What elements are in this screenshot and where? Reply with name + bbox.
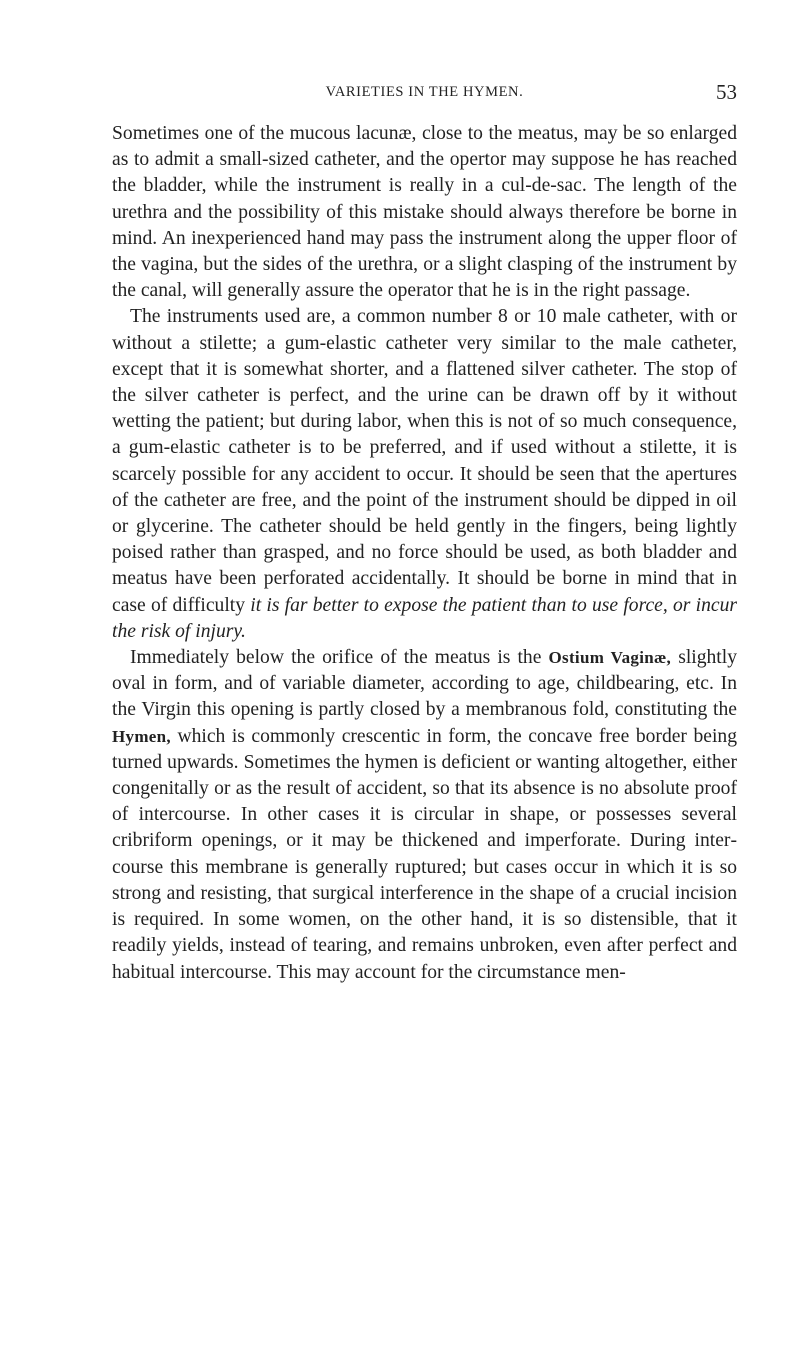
- book-page: [112, 80, 737, 986]
- page-number: 53: [716, 80, 737, 104]
- term-ostium-vaginae: Ostium Vaginæ,: [548, 648, 672, 668]
- paragraph-ostium-vaginae: [112, 645, 737, 986]
- paragraph-catheter-mistake: [112, 121, 737, 304]
- text-segment: Sometimes one of the mucous lacunæ, close to the meatus, may be so enlarged as to admit a small-sized catheter, and the opertor may suppose he has reached the bladder, while the instrument is really in a cul-de-sac. The length of the urethra and the possibility of this mistake should always therefore be borne in mind. An inexperienced hand may pass the instrument along the upper floor of the vagina, but the sides of the urethra, or a slight clasping of the instrument by the canal, will generally assure the operator that he is in the right passage.: [112, 123, 737, 302]
- running-head: [112, 80, 737, 112]
- text-segment: slightly oval in form, and of variable diameter, according to age, childbearing, etc. In the Virgin this opening is partly closed by a membranous fold, constituting the: [112, 647, 737, 721]
- term-hymen: Hymen,: [112, 726, 171, 746]
- emphasis-text: it is far better to expose the patient than to use force, or incur the risk of injury.: [112, 594, 737, 642]
- text-segment: The instruments used are, a common number 8 or 10 male catheter, with or without a stilette; a gum-elastic catheter very similar to the male catheter, except that it is somewhat shorter, and a flattened silver catheter. The stop of the silver catheter is perfect, and the urine can be drawn off by it without wetting the patient; but during labor, when this is not of so much consequence, a gum-elastic catheter is to be preferred, and if used without a stilette, it is scarcely possible for any accident to occur. It should be seen that the apertures of the catheter are free, and the point of the instrument should be dipped in oil or glycerine. The catheter should be held gently in the fingers, being lightly poised rather than grasped, and no force should be used, as both bladder and meatus have been perforated accidentally. It should be borne in mind that in case of difficulty: [112, 306, 737, 616]
- running-title: VARIETIES IN THE HYMEN.: [325, 84, 524, 100]
- paragraph-instruments: [112, 304, 737, 645]
- body-text: [112, 121, 737, 986]
- text-segment: which is commonly crescentic in form, the concave free border being turned upwards. Sometimes the hymen is deficient or wanting altogether, either congenitally or as the result of accident, so that its absence is no absolute proof of intercourse. In other cases it is circular in shape, or possesses several cribriform openings, or it may be thickened and imperforate. During intercourse this membrane is generally ruptured; but cases occur in which it is so strong and resisting, that surgical interference in the shape of a crucial incision is required. In some women, on the other hand, it is so distensible, that it readily yields, instead of tearing, and remains unbroken, even after perfect and habitual intercourse. This may account for the circumstance men-: [112, 725, 737, 983]
- text-segment: Immediately below the orifice of the meatus is the: [130, 647, 549, 669]
